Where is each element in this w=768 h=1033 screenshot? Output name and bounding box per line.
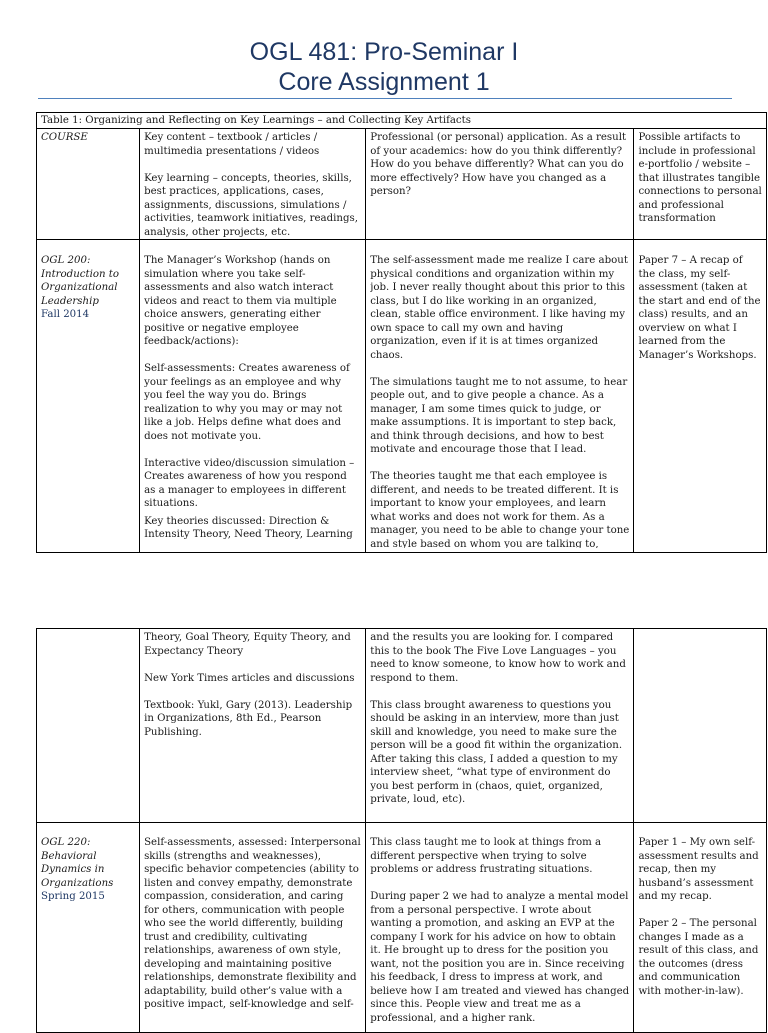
table-row-ogl220 <box>37 823 767 1033</box>
header-artifacts: Possible artifacts to include in professional e-portfolio / website – that illustrates tangible connections to personal and professional transformation <box>634 129 767 240</box>
content-cell-ogl200 <box>140 240 366 553</box>
application-ogl200-cont-p1: and the results you are looking for. I compared this to the book The Five Love Languages – you need to know someone, to know how to work and respond to them. <box>370 632 626 684</box>
header-key-content-text: Key content – textbook / articles / multimedia presentations / videos <box>144 132 320 157</box>
content-ogl200-p4: Key theories discussed: Direction & Intensity Theory, Need Theory, Learning <box>144 515 353 540</box>
application-cell-ogl200-continued <box>366 629 634 823</box>
application-ogl200-p1: The self-assessment made me realize I care about physical conditions and organization within my job. I never really thought about this prior to this class, but I do like working in an organized, clean, stable office environment. I like having my own space to call my own and having organization, even if it is at times organized chaos. <box>370 255 628 361</box>
application-ogl200-p2: The simulations taught me to not assume, to hear people out, and to give people a chance. As a manager, I am some times quick to judge, or make assumptions. It is important to step back, and think through decisions, and how to best motivate and encourage those that I lead. <box>370 376 628 455</box>
content-ogl200-p2: Self-assessments: Creates awareness of your feelings as an employee and why you feel the way you do. Brings realization to why you may or may not like a job. Helps define what does and does not motivate you. <box>144 363 350 442</box>
header-application: Professional (or personal) application. As a result of your academics: how do you think differently? How do you behave differently? What can you do more effectively? How have you changed as a person? <box>366 129 634 240</box>
key-learnings-table <box>36 112 767 553</box>
header-course: COURSE <box>37 129 140 240</box>
content-ogl200-p3: Interactive video/discussion simulation – Creates awareness of how you respond as a manager to employees in different situations. <box>144 457 355 509</box>
course-name-ogl220: OGL 220: Behavioral Dynamics in Organizations <box>41 837 114 889</box>
course-name-ogl200: OGL 200: Introduction to Organizational Leadership <box>41 255 119 307</box>
application-ogl200-cont-p2: This class brought awareness to questions you should be asking in an interview, more than just skill and knowledge, you need to make sure the person will be a good fit within the organization. After taking this class, I added a question to my interview sheet, “what type of environment do you best perform in (chaos, quiet, organized, private, loud, etc). <box>370 699 623 805</box>
key-learnings-table-continued <box>36 628 767 1033</box>
artifacts-cell-ogl200 <box>634 240 767 553</box>
content-ogl200-p1: The Manager’s Workshop (hands on simulation where you take self-assessments and also watch interact videos and react to them via multiple choice answers, generating either positive or negative employee feedback/actions): <box>144 255 337 347</box>
application-ogl200-p3: The theories taught me that each employee is different, and needs to be treated different. It is important to know your employees, and learn what works and does not work for them. As a manager, you need to be able to change your tone and style based on whom you are talking to, <box>370 471 630 548</box>
table-row-ogl200 <box>37 240 767 553</box>
content-ogl200-cont-p2: New York Times articles and discussions <box>144 672 355 684</box>
document-subtitle: Core Assignment 1 <box>278 68 490 96</box>
artifacts-ogl200: Paper 7 – A recap of the class, my self-assessment (taken at the start and end of the class) results, and an overview on what I learned from the Manager’s Workshops. <box>638 255 761 361</box>
title-divider <box>38 98 732 99</box>
application-ogl220-p1: This class taught me to look at things from a different perspective when trying to solve problems or address frustrating situations. <box>370 837 602 875</box>
course-cell-ogl200 <box>37 240 140 553</box>
header-key-learning-text: Key learning – concepts, theories, skills, best practices, applications, cases, assignments, discussions, simulations / activities, teamwork initiatives, readings, analysis, other projects, etc. <box>144 172 358 238</box>
semester-ogl220: Spring 2015 <box>41 891 105 902</box>
content-cell-ogl220 <box>140 823 366 1033</box>
content-ogl200-cont-p1: Theory, Goal Theory, Equity Theory, and Expectancy Theory <box>144 632 351 657</box>
course-cell-ogl200-continued <box>37 629 140 823</box>
application-cell-ogl200 <box>366 240 634 553</box>
document-title: OGL 481: Pro-Seminar I <box>249 38 519 66</box>
course-cell-ogl220 <box>37 823 140 1033</box>
application-ogl220-p2: During paper 2 we had to analyze a mental model from a personal perspective. I wrote about wanting a promotion, and asking an EVP at the company I work for his advice on how to obtain it. He brought up to dress for the position you want, not the position you are in. Since receiving his feedback, I dress to impress at work, and believe how I am treated and viewed has changed since this. People view and treat me as a professional, and a higher rank. <box>370 891 630 1024</box>
artifacts-cell-ogl220 <box>634 823 767 1033</box>
application-cell-ogl220 <box>366 823 634 1033</box>
table-caption: Table 1: Organizing and Reflecting on Key Learnings – and Collecting Key Artifacts <box>37 113 767 129</box>
table-row-ogl200-continued <box>37 629 767 823</box>
artifacts-ogl220-p2: Paper 2 – The personal changes I made as a result of this class, and the outcomes (dress and communication with mother-in-law). <box>638 918 759 997</box>
artifacts-cell-ogl200-continued <box>634 629 767 823</box>
header-key-content <box>140 129 366 240</box>
content-ogl220-p1: Self-assessments, assessed: Interpersonal skills (strengths and weaknesses), specific behavior competencies (ability to listen and convey empathy, demonstrate compassion, consideration, and caring for others, communication with people who see the world differently, building trust and credibility, cultivating relationships, awareness of own style, developing and maintaining positive relationships, demonstrate flexibility and adaptability, build other’s value with a positive impact, self-knowledge and self- <box>144 837 361 1010</box>
semester-ogl200: Fall 2014 <box>41 309 90 320</box>
content-cell-ogl200-continued <box>140 629 366 823</box>
artifacts-ogl220-p1: Paper 1 – My own self-assessment results and recap, then my husband’s assessment and my recap. <box>638 837 759 902</box>
content-ogl200-cont-p3: Textbook: Yukl, Gary (2013). Leadership in Organizations, 8th Ed., Pearson Publishing. <box>144 699 353 738</box>
table-header-row <box>37 129 767 240</box>
